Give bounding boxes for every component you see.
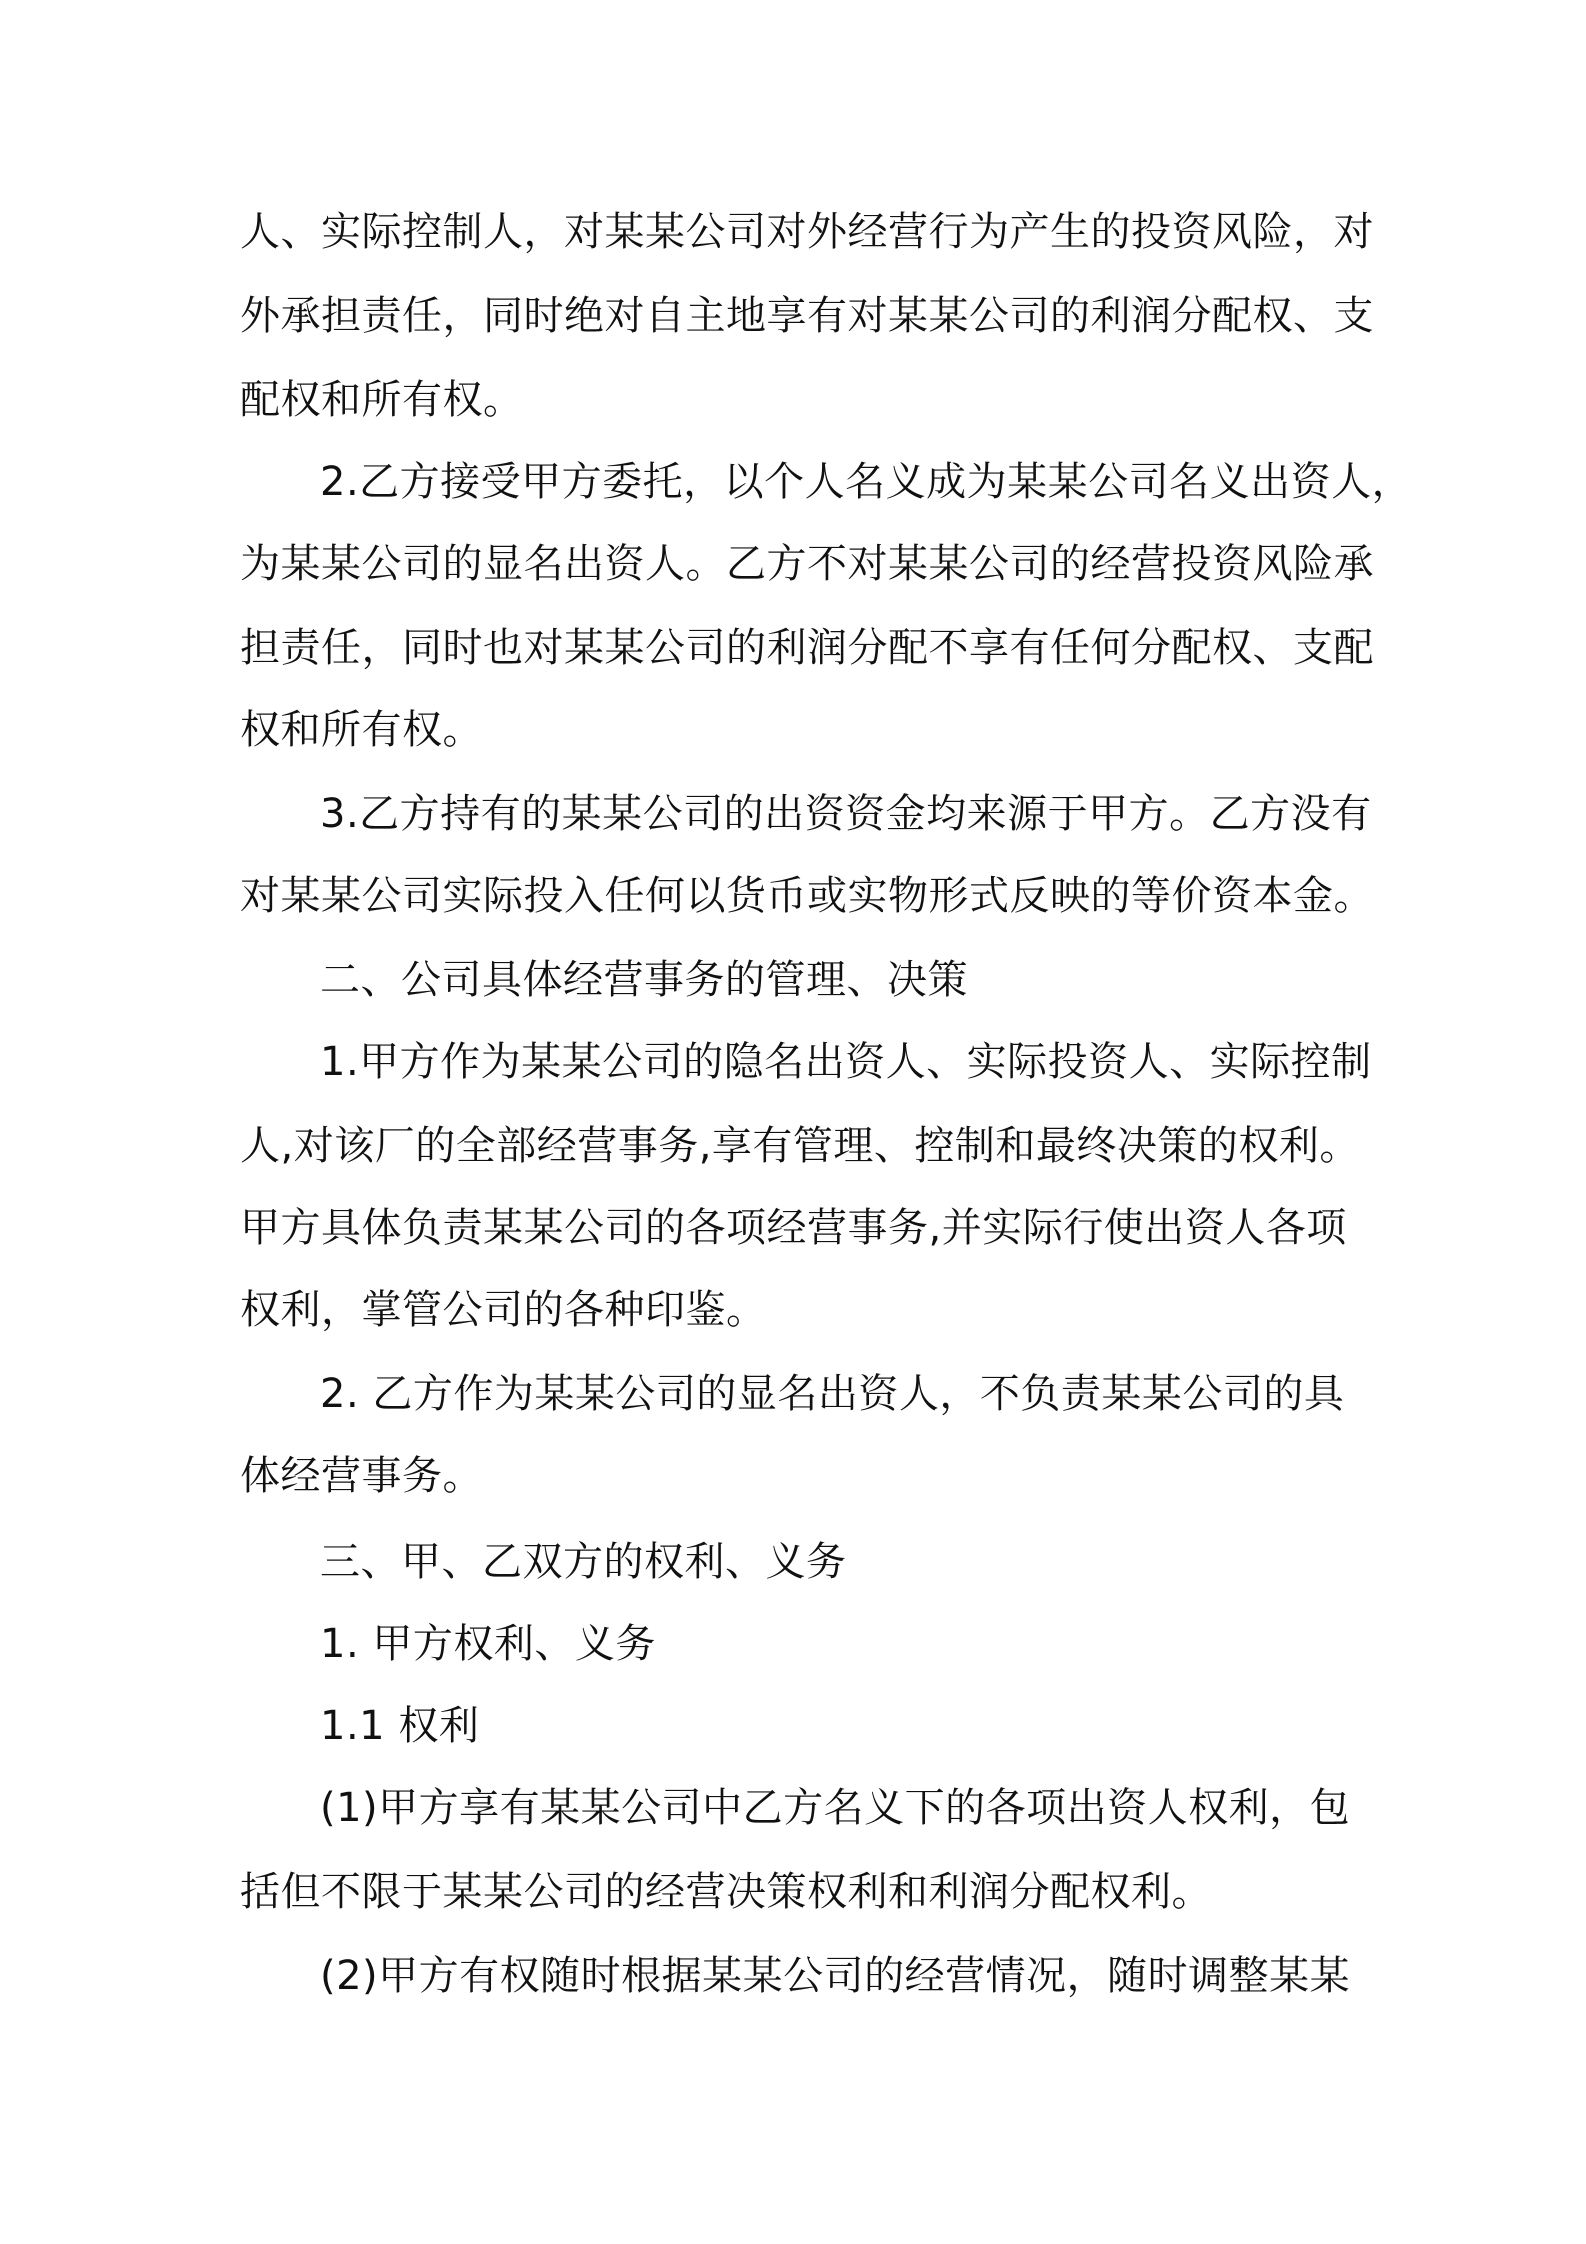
text-line: 为某某公司的显名出资人。乙方不对某某公司的经营投资风险承 (240, 541, 1374, 587)
text-line: 外承担责任，同时绝对自主地享有对某某公司的利润分配权、支 (240, 293, 1374, 339)
text-line: 括但不限于某某公司的经营决策权利和利润分配权利。 (240, 1869, 1212, 1915)
text-line: 人、实际控制人，对某某公司对外经营行为产生的投资风险，对 (240, 209, 1374, 255)
text-line: 1.甲方作为某某公司的隐名出资人、实际投资人、实际控制 (320, 1039, 1372, 1085)
text-line: 配权和所有权。 (240, 377, 524, 423)
text-line: 对某某公司实际投入任何以货币或实物形式反映的等价资本金。 (240, 873, 1374, 919)
text-line: 权和所有权。 (240, 707, 483, 753)
text-line: 2.乙方接受甲方委托，以个人名义成为某某公司名义出资人， (320, 459, 1413, 505)
text-line: (2)甲方有权随时根据某某公司的经营情况，随时调整某某 (320, 1953, 1351, 1999)
text-line: 人,对该厂的全部经营事务,享有管理、控制和最终决策的权利。 (240, 1123, 1360, 1169)
text-line: 权利，掌管公司的各种印鉴。 (240, 1287, 767, 1333)
subsection-heading: 1.1 权利 (320, 1703, 480, 1749)
section-heading: 三、甲、乙双方的权利、义务 (320, 1539, 847, 1585)
text-line: 担责任，同时也对某某公司的利润分配不享有任何分配权、支配 (240, 625, 1374, 671)
text-line: 2. 乙方作为某某公司的显名出资人，不负责某某公司的具 (320, 1371, 1345, 1417)
text-line: 甲方具体负责某某公司的各项经营事务,并实际行使出资人各项 (240, 1205, 1347, 1251)
text-line: 3.乙方持有的某某公司的出资资金均来源于甲方。乙方没有 (320, 791, 1372, 837)
text-line: (1)甲方享有某某公司中乙方名义下的各项出资人权利，包 (320, 1785, 1351, 1831)
section-heading: 二、公司具体经营事务的管理、决策 (320, 957, 968, 1003)
text-line: 体经营事务。 (240, 1453, 483, 1499)
subsection-heading: 1. 甲方权利、义务 (320, 1621, 656, 1667)
